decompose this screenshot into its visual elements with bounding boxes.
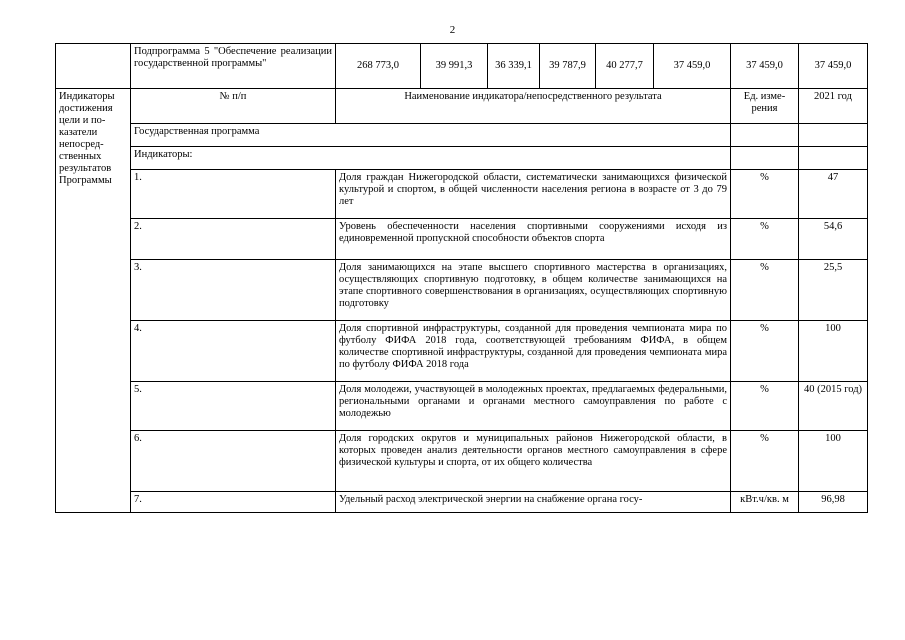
row-number: 3. bbox=[131, 260, 336, 321]
empty-cell bbox=[731, 147, 799, 170]
row-unit: % bbox=[731, 260, 799, 321]
indicators-label-row bbox=[56, 147, 868, 170]
row-value: 40 (2015 год) bbox=[799, 382, 868, 431]
row-name: Доля граждан Нижегородской области, систематически занимающихся физической культурой и спортом, в общей численности населения региона в возрасте от 3 до 79 лет bbox=[336, 170, 731, 219]
subprogram-row bbox=[56, 44, 868, 89]
table-row bbox=[56, 260, 868, 321]
row-number: 2. bbox=[131, 219, 336, 260]
row-unit: % bbox=[731, 219, 799, 260]
table-row bbox=[56, 321, 868, 382]
subprogram-value: 37 459,0 bbox=[799, 44, 868, 89]
indicators-side-label: Индикаторы достижения цели и по-казатели непосред-ственных результатов Программы bbox=[56, 89, 131, 513]
subprogram-value: 39 787,9 bbox=[540, 44, 596, 89]
empty-cell bbox=[731, 124, 799, 147]
table-row bbox=[56, 431, 868, 492]
row-name: Доля спортивной инфраструктуры, созданной для проведения чемпионата мира по футболу ФИФА 2018 года, соответствующей требованиям ФИФА, в общем количестве спортивной инфраструктуры, созданной для проведения чемпионата мира по футболу ФИФА 2018 года bbox=[336, 321, 731, 382]
row-name: Доля молодежи, участвующей в молодежных проектах, предлагаемых федеральными, региональными органами и органами местного самоуправления по работе с молодежью bbox=[336, 382, 731, 431]
empty-cell bbox=[799, 124, 868, 147]
row-unit: % bbox=[731, 170, 799, 219]
subprogram-value: 40 277,7 bbox=[596, 44, 654, 89]
program-passport-table bbox=[55, 43, 868, 513]
subprogram-name: Подпрограмма 5 "Обеспечение реализации государственной программы" bbox=[131, 44, 336, 89]
row-name: Уровень обеспеченности населения спортивными сооружениями исходя из единовременной пропускной способности объектов спорта bbox=[336, 219, 731, 260]
row-unit: кВт.ч/кв. м bbox=[731, 492, 799, 513]
row-unit: % bbox=[731, 431, 799, 492]
row-number: 5. bbox=[131, 382, 336, 431]
table-row bbox=[56, 492, 868, 513]
indicators-header-row bbox=[56, 89, 868, 124]
row-number: 1. bbox=[131, 170, 336, 219]
subprogram-value: 36 339,1 bbox=[488, 44, 540, 89]
subprogram-value: 37 459,0 bbox=[654, 44, 731, 89]
table-row bbox=[56, 170, 868, 219]
subprogram-value: 39 991,3 bbox=[421, 44, 488, 89]
header-unit: Ед. изме-рения bbox=[731, 89, 799, 124]
row-unit: % bbox=[731, 321, 799, 382]
subprogram-empty-cell bbox=[56, 44, 131, 89]
row-value: 100 bbox=[799, 431, 868, 492]
row-name: Доля городских округов и муниципальных районов Нижегородской области, в которых проведен анализ деятельности органов местного самоуправления в сфере физической культуры и спорта, от их общего количества bbox=[336, 431, 731, 492]
state-program-row bbox=[56, 124, 868, 147]
row-value: 47 bbox=[799, 170, 868, 219]
row-value: 54,6 bbox=[799, 219, 868, 260]
state-program-label: Государственная программа bbox=[131, 124, 731, 147]
row-unit: % bbox=[731, 382, 799, 431]
row-value: 96,98 bbox=[799, 492, 868, 513]
indicators-label: Индикаторы: bbox=[131, 147, 731, 170]
table-row bbox=[56, 382, 868, 431]
row-number: 6. bbox=[131, 431, 336, 492]
row-value: 100 bbox=[799, 321, 868, 382]
page-number: 2 bbox=[449, 24, 456, 36]
table-row bbox=[56, 219, 868, 260]
empty-cell bbox=[799, 147, 868, 170]
subprogram-value: 37 459,0 bbox=[731, 44, 799, 89]
row-name: Удельный расход электрической энергии на снабжение органа госу- bbox=[336, 492, 731, 513]
header-year: 2021 год bbox=[799, 89, 868, 124]
row-number: 4. bbox=[131, 321, 336, 382]
row-number: 7. bbox=[131, 492, 336, 513]
header-num: № п/п bbox=[131, 89, 336, 124]
row-name: Доля занимающихся на этапе высшего спортивного мастерства в организациях, осуществляющих спортивную подготовку, в общем количестве занимающихся на этапе спортивного совершенствования в организациях, осуществляющих спортивную подготовку bbox=[336, 260, 731, 321]
header-name: Наименование индикатора/непосредственного результата bbox=[336, 89, 731, 124]
row-value: 25,5 bbox=[799, 260, 868, 321]
subprogram-value: 268 773,0 bbox=[336, 44, 421, 89]
